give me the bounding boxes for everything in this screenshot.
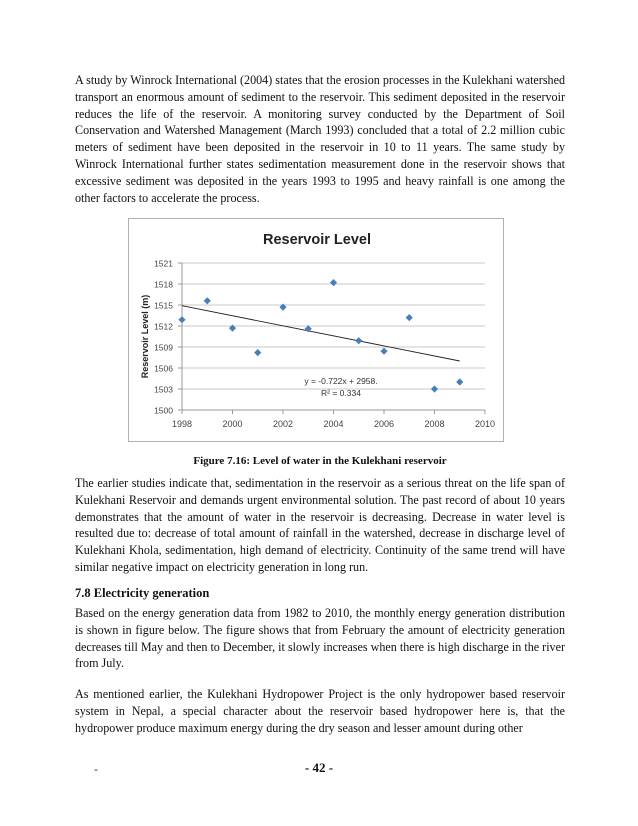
x-tick-label: 2000 (222, 419, 243, 429)
data-point-marker (380, 348, 387, 355)
paragraph-winrock-study: A study by Winrock International (2004) states that the erosion processes in the Kulekhani watershed transport an enormous amount of sediment to the reservoir. This sediment deposited in the reservoir reduces the life of the reservoir. A monitoring survey conducted by the Department of Soil Conservation and Watershed Management (March 1993) concluded that a total of 2.2 million cubic meters of sediment have been deposited in the reservoir in 10 to 11 years. The same study by Winrock International further states sedimentation measurement done in the reservoir shows that excessive sediment was deposited in the years 1993 to 1995 and heavy rainfall is one among the other factors to accelerate the process. (75, 73, 565, 205)
paragraph-earlier-studies: The earlier studies indicate that, sedimentation in the reservoir as a serious threat on the life span of Kulekhani Reservoir and demands urgent environmental solution. The past record of about 10 years demonstrates that the amount of water in the reservoir is decreasing. Decrease in water level is resulted due to: decrease of total amount of rainfall in the watershed, decrease in discharge level of Kulekhani Khola, sedimentation, high demand of electricity. Continuity of the same trend will have similar negative impact on electricity generation in long run. (75, 476, 565, 574)
y-tick-label: 1506 (154, 363, 173, 374)
x-tick-label: 2008 (424, 419, 445, 429)
paragraph-energy-generation: Based on the energy generation data from 1982 to 2010, the monthly energy generation distribution is shown in figure below. The figure shows that from February the amount of electricity generation decreases till May and then to December, it slowly increases when there is high discharge in the river from July. (75, 606, 565, 671)
data-point-marker (431, 385, 438, 392)
data-point-marker (330, 279, 337, 286)
x-tick-label: 2004 (323, 419, 344, 429)
y-tick-label: 1515 (154, 300, 173, 311)
chart-title: Reservoir Level (262, 232, 372, 248)
data-point-marker (254, 349, 261, 356)
y-tick-label: 1518 (154, 279, 173, 290)
scatter-plot (129, 219, 505, 443)
trendline-equation: y = -0.722x + 2958. (304, 376, 378, 386)
data-point-marker (178, 316, 185, 323)
x-tick-label: 2006 (373, 419, 395, 429)
reservoir-level-chart (128, 218, 504, 442)
section-heading: 7.8 Electricity generation (75, 586, 210, 600)
footer-left-mark: - (94, 762, 98, 776)
x-tick-label: 2002 (272, 419, 294, 429)
figure-caption: Figure 7.16: Level of water in the Kulekhani reservoir (193, 455, 447, 467)
paragraph-kulekhani-project: As mentioned earlier, the Kulekhani Hydropower Project is the only hydropower based reservoir system in Nepal, a special character about the reservoir based hydropower here is, that the hydropower produce maximum energy during the dry season and lesser amount during other (75, 687, 565, 735)
y-tick-label: 1500 (154, 405, 173, 416)
x-tick-label: 1998 (171, 419, 193, 429)
data-point-marker (355, 337, 362, 344)
y-tick-label: 1503 (154, 384, 173, 395)
trendline (182, 306, 460, 361)
data-point-marker (204, 297, 211, 304)
page-number (0, 760, 638, 776)
data-point-marker (456, 378, 463, 385)
trendline-r-squared: R² = 0.334 (321, 388, 361, 398)
data-point-marker (406, 314, 413, 321)
y-tick-label: 1521 (154, 258, 173, 269)
y-axis-label: Reservoir Level (m) (140, 294, 150, 379)
y-tick-label: 1512 (154, 321, 173, 332)
page-number-text: - 42 - (304, 760, 334, 775)
x-tick-label: 2010 (474, 419, 496, 429)
y-tick-label: 1509 (154, 342, 173, 353)
